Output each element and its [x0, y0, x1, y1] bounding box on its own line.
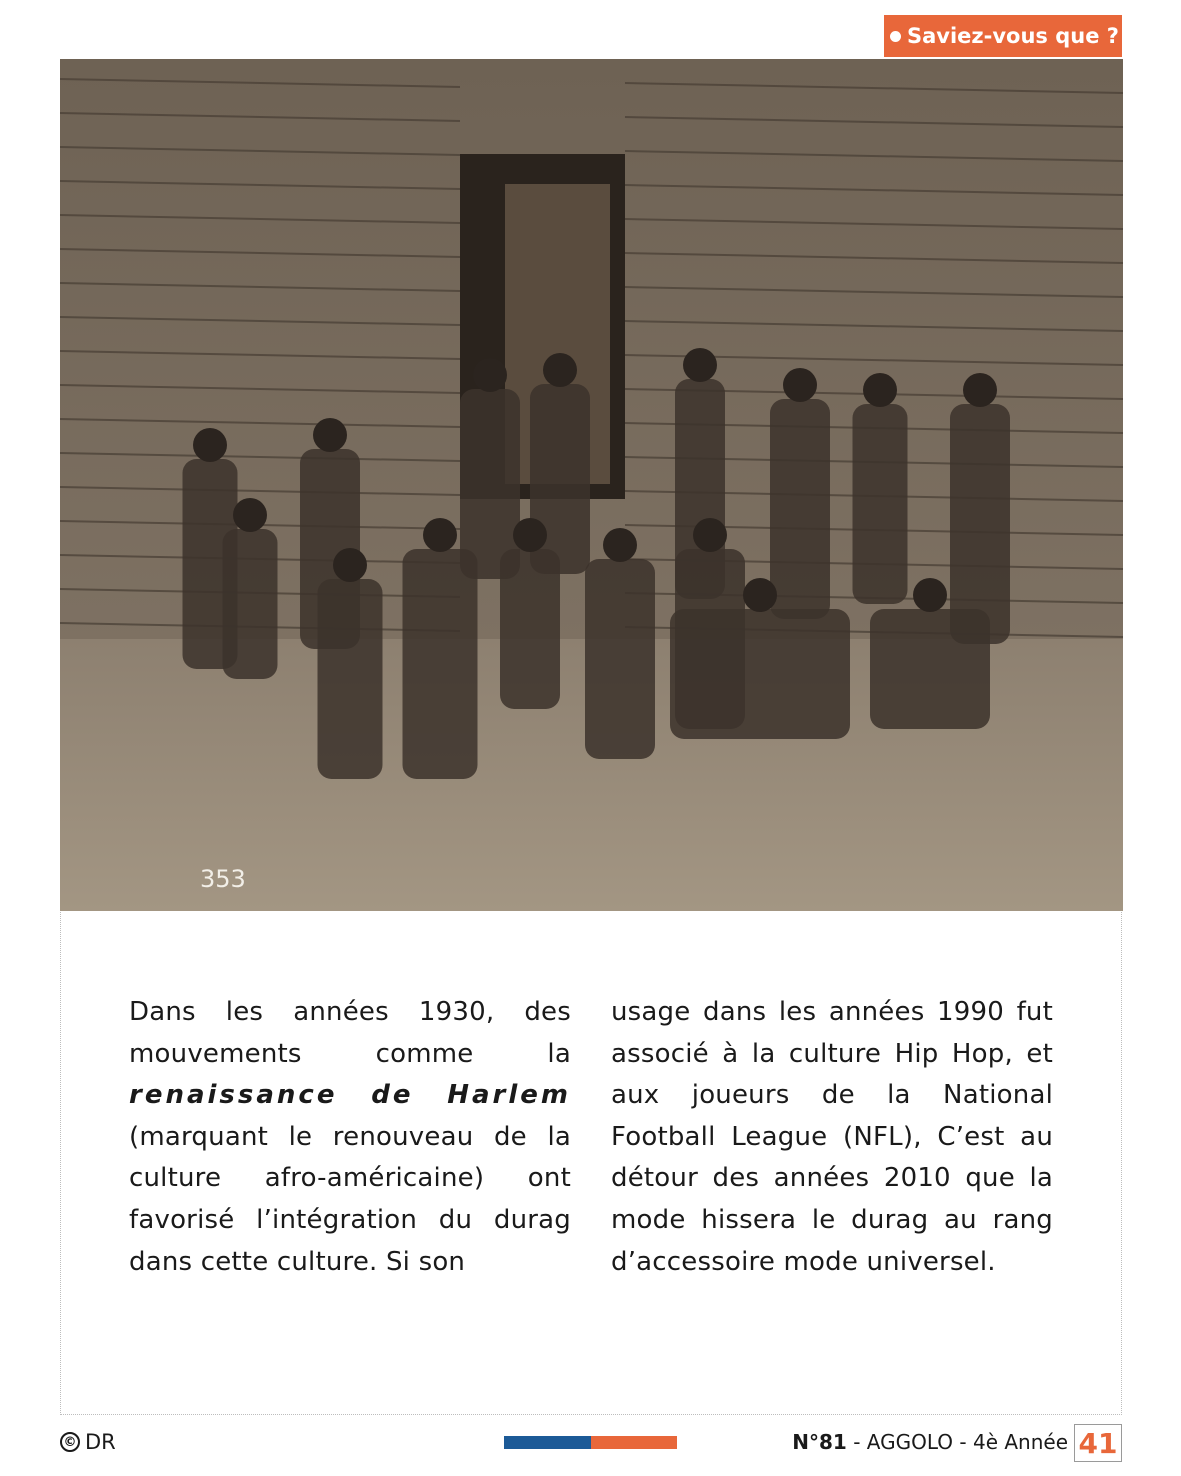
historical-photo	[60, 59, 1123, 911]
copyright-icon: ©	[60, 1432, 80, 1452]
article-column-right	[611, 992, 1053, 1283]
article-right-text: usage dans les années 1990 fut associé à la culture Hip Hop, et aux joueurs de la National Football League (NFL), C’est au détour des années 2010 que la mode hissera le durag au rang d’accessoire mode universel.	[611, 997, 1053, 1277]
article-emphasis: renaissance de Harlem	[129, 1080, 571, 1111]
section-badge-label: Saviez-vous que ?	[907, 24, 1119, 48]
issue-info	[792, 1430, 1068, 1454]
article-column-left	[129, 992, 571, 1283]
plate-number: 353	[200, 865, 246, 893]
photo-credit	[60, 1430, 116, 1454]
credit-label: DR	[85, 1430, 116, 1454]
section-badge	[884, 15, 1122, 57]
bullet-icon	[890, 31, 901, 42]
page-number: 41	[1074, 1424, 1122, 1462]
article-continuation: (marquant le renouveau de la culture afro-américaine) ont favorisé l’intégration du durag dans cette culture. Si son	[129, 1121, 571, 1277]
photo-illustration	[60, 59, 1123, 911]
issue-details: - AGGOLO - 4è Année	[846, 1430, 1068, 1454]
issue-number: N°81	[792, 1430, 847, 1454]
decorative-bar-blue	[504, 1436, 591, 1449]
article-intro: Dans les années 1930, des mouvements comme la	[129, 997, 571, 1069]
decorative-bar-orange	[591, 1436, 677, 1449]
